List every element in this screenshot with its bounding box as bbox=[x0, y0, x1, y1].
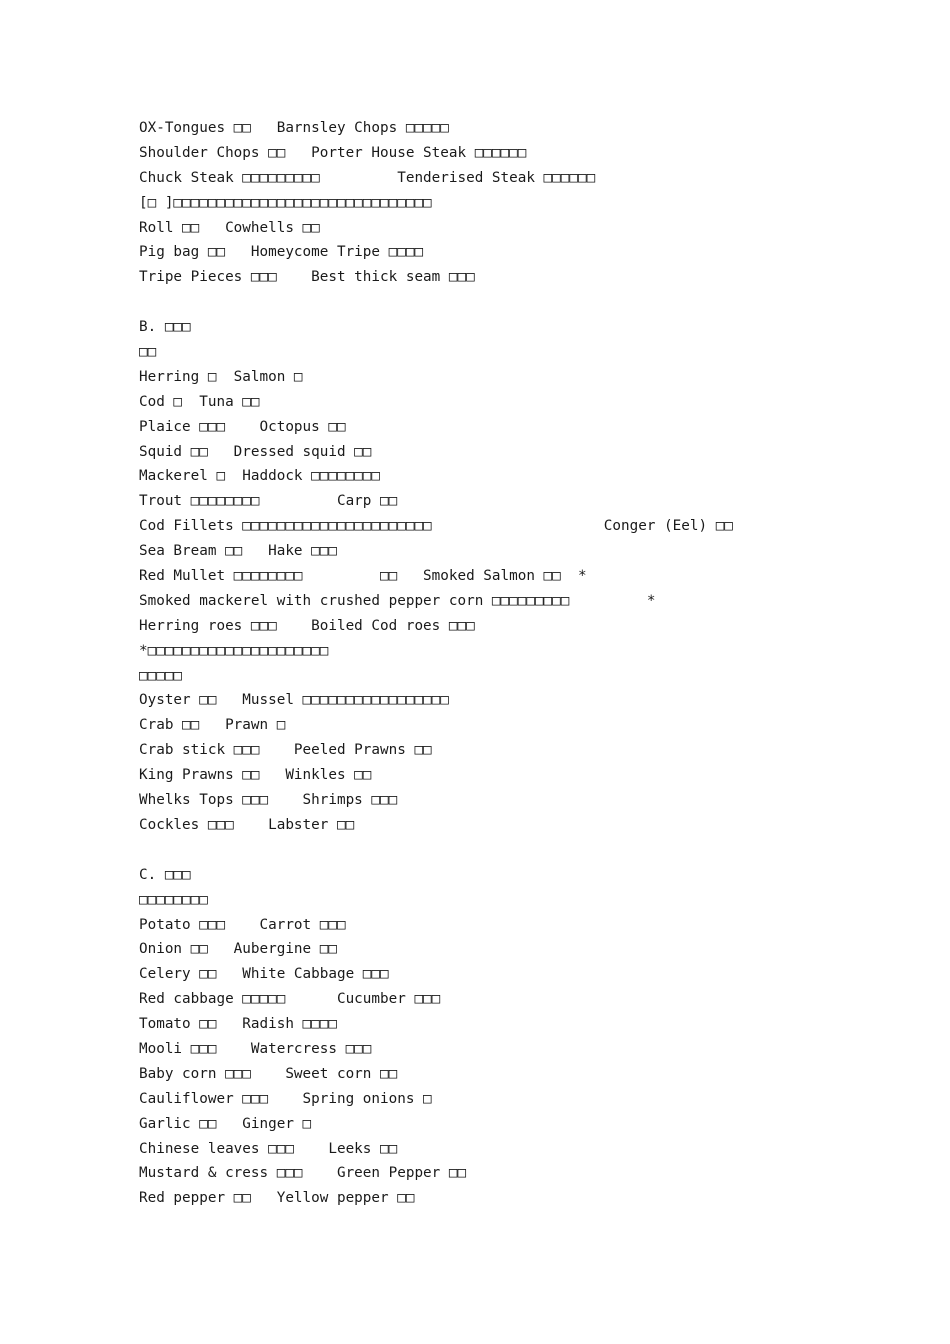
text-line: Cockles □□□ Labster □□ bbox=[139, 816, 355, 833]
text-line: Mackerel □ Haddock □□□□□□□□ bbox=[139, 468, 381, 485]
blank-line bbox=[139, 838, 919, 863]
section-heading: C. □□□ bbox=[139, 866, 191, 883]
text-line: Smoked mackerel with crushed pepper corn □□□□□□□□□ * bbox=[139, 592, 656, 609]
text-line: Potato □□□ Carrot □□□ bbox=[139, 916, 346, 933]
text-line: Herring roes □□□ Boiled Cod roes □□□ bbox=[139, 617, 475, 634]
text-line: Chinese leaves □□□ Leeks □□ bbox=[139, 1140, 398, 1157]
text-line: Cauliflower □□□ Spring onions □ bbox=[139, 1090, 432, 1107]
text-line: Sea Bream □□ Hake □□□ bbox=[139, 543, 337, 560]
text-line: Oyster □□ Mussel □□□□□□□□□□□□□□□□□ bbox=[139, 692, 449, 709]
section-heading: B. □□□ bbox=[139, 319, 191, 336]
text-line: Pig bag □□ Homeycome Tripe □□□□ bbox=[139, 244, 424, 261]
document-body bbox=[139, 116, 919, 1211]
subsection-heading: □□ bbox=[139, 344, 157, 361]
text-line: Crab stick □□□ Peeled Prawns □□ bbox=[139, 742, 432, 759]
subsection-heading: □□□□□ bbox=[139, 667, 183, 684]
text-line: Baby corn □□□ Sweet corn □□ bbox=[139, 1065, 398, 1082]
text-line: Whelks Tops □□□ Shrimps □□□ bbox=[139, 792, 398, 809]
text-line: Chuck Steak □□□□□□□□□ Tenderised Steak □□□□□□ bbox=[139, 169, 596, 186]
text-line: Roll □□ Cowhells □□ bbox=[139, 219, 320, 236]
text-line: Herring □ Salmon □ bbox=[139, 368, 303, 385]
text-line: Plaice □□□ Octopus □□ bbox=[139, 418, 346, 435]
text-line: Cod Fillets □□□□□□□□□□□□□□□□□□□□□□ Conger (Eel) □□ bbox=[139, 518, 733, 535]
text-line: Red Mullet □□□□□□□□ □□ Smoked Salmon □□ * bbox=[139, 568, 587, 585]
blank-line bbox=[139, 290, 919, 315]
text-line: Shoulder Chops □□ Porter House Steak □□□□□□ bbox=[139, 144, 527, 161]
text-line: Mooli □□□ Watercress □□□ bbox=[139, 1040, 372, 1057]
subsection-heading: □□□□□□□□ bbox=[139, 891, 208, 908]
text-line: Garlic □□ Ginger □ bbox=[139, 1115, 312, 1132]
text-line: Tomato □□ Radish □□□□ bbox=[139, 1016, 337, 1033]
text-line: Celery □□ White Cabbage □□□ bbox=[139, 966, 389, 983]
text-line: [□ ]□□□□□□□□□□□□□□□□□□□□□□□□□□□□□□ bbox=[139, 194, 432, 211]
text-line: Crab □□ Prawn □ bbox=[139, 717, 286, 734]
text-line: Mustard & cress □□□ Green Pepper □□ bbox=[139, 1165, 467, 1182]
text-line: Red cabbage □□□□□ Cucumber □□□ bbox=[139, 991, 441, 1008]
text-line: Cod □ Tuna □□ bbox=[139, 393, 260, 410]
note-line: *□□□□□□□□□□□□□□□□□□□□□ bbox=[139, 642, 329, 659]
text-line: Trout □□□□□□□□ Carp □□ bbox=[139, 493, 398, 510]
text-line: King Prawns □□ Winkles □□ bbox=[139, 767, 372, 784]
text-line: Tripe Pieces □□□ Best thick seam □□□ bbox=[139, 269, 475, 286]
text-line: Red pepper □□ Yellow pepper □□ bbox=[139, 1190, 415, 1207]
text-line: OX-Tongues □□ Barnsley Chops □□□□□ bbox=[139, 120, 449, 136]
text-line: Squid □□ Dressed squid □□ bbox=[139, 443, 372, 460]
text-line: Onion □□ Aubergine □□ bbox=[139, 941, 337, 958]
